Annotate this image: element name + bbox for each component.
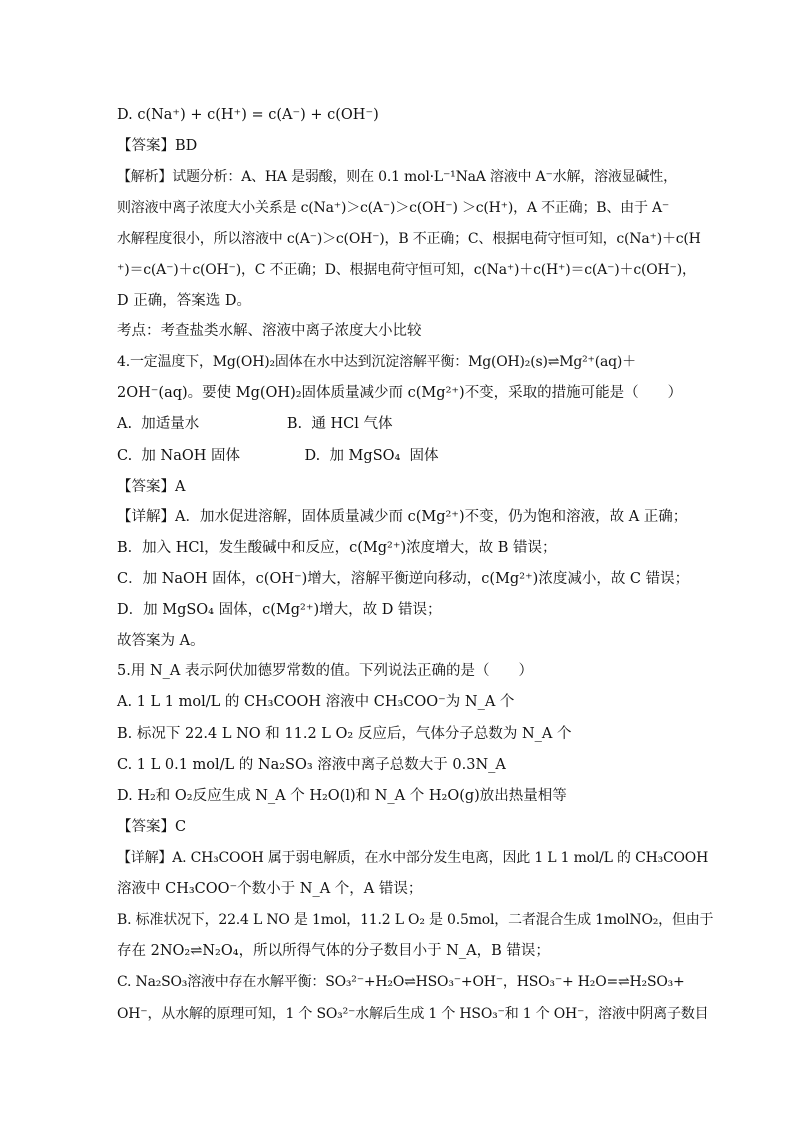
analysis-line: D 正确，答案选 D。 (117, 293, 251, 309)
analysis-line: 水解程度很小，所以溶液中 c(A⁻)＞c(OH⁻)，B 不正确；C、根据电荷守恒可知，c(Na⁺)＋c(H (117, 231, 701, 247)
question-5-option-b: B. 标况下 22.4 L NO 和 11.2 L O₂ 反应后，气体分子总数为 N_A 个 (117, 726, 572, 742)
explanation-line: 溶液中 CH₃COO⁻个数小于 N_A 个，A 错误； (117, 881, 423, 897)
explanation-line: B. 标准状况下，22.4 L NO 是 1mol，11.2 L O₂ 是 0.5mol，二者混合生成 1molNO₂，但由于 (117, 912, 714, 928)
question-5-option-c: C. 1 L 0.1 mol/L 的 Na₂SO₃ 溶液中离子总数大于 0.3N_A (117, 757, 506, 773)
question-5-stem: 5.用 N_A 表示阿伏加德罗常数的值。下列说法正确的是（ ） (117, 663, 533, 679)
answer-label: 【答案】A (117, 479, 186, 495)
question-4-options-ab: A. 加适量水 B. 通 HCl 气体 (117, 416, 393, 432)
question-5-option-d: D. H₂和 O₂反应生成 N_A 个 H₂O(l)和 N_A 个 H₂O(g)放出热量相等 (117, 788, 567, 804)
explanation-line: C．加 NaOH 固体，c(OH⁻)增大，溶解平衡逆向移动，c(Mg²⁺)浓度减小，故 C 错误； (117, 571, 690, 587)
explanation-line: C. Na₂SO₃溶液中存在水解平衡：SO₃²⁻+H₂O⇌HSO₃⁻+OH⁻，HSO₃⁻+ H₂O=⇌H₂SO₃+ (117, 974, 685, 990)
question-5-option-a: A. 1 L 1 mol/L 的 CH₃COOH 溶液中 CH₃COO⁻为 N_A 个 (117, 694, 515, 710)
explanation-line: B．加入 HCl，发生酸碱中和反应，c(Mg²⁺)浓度增大，故 B 错误； (117, 540, 557, 556)
question-4-stem: 2OH⁻(aq)。要使 Mg(OH)₂固体质量减少而 c(Mg²⁺)不变，采取的措施可能是（ ） (117, 385, 683, 401)
question-4-options-cd: C. 加 NaOH 固体 D. 加 MgSO₄ 固体 (117, 448, 439, 464)
explanation-line: 【详解】A. CH₃COOH 属于弱电解质，在水中部分发生电离，因此 1 L 1 mol/L 的 CH₃COOH (117, 850, 709, 866)
explanation-line: OH⁻，从水解的原理可知，1 个 SO₃²⁻水解后生成 1 个 HSO₃⁻和 1 个 OH⁻，溶液中阴离子数目 (117, 1006, 709, 1022)
explanation-line: 故答案为 A。 (117, 633, 205, 649)
topic-note: 考点：考查盐类水解、溶液中离子浓度大小比较 (117, 323, 422, 339)
option-d-line: D. c(Na⁺) + c(H⁺) = c(A⁻) + c(OH⁻) (117, 107, 379, 123)
explanation-line: D．加 MgSO₄ 固体，c(Mg²⁺)增大，故 D 错误； (117, 602, 442, 618)
answer-label: 【答案】BD (117, 138, 198, 154)
analysis-line: ⁺)＝c(A⁻)＋c(OH⁻)，C 不正确；D、根据电荷守恒可知，c(Na⁺)＋c(H⁺)＝c(A⁻)＋c(OH⁻)， (117, 262, 696, 278)
answer-label: 【答案】C (117, 819, 187, 835)
explanation-line: 【详解】A．加水促进溶解，固体质量减少而 c(Mg²⁺)不变，仍为饱和溶液，故 A 正确； (117, 509, 688, 525)
explanation-line: 存在 2NO₂⇌N₂O₄，所以所得气体的分子数目小于 N_A，B 错误； (117, 943, 550, 959)
analysis-line: 【解析】试题分析：A、HA 是弱酸，则在 0.1 mol·L⁻¹NaA 溶液中 A⁻水解，溶液显碱性， (117, 169, 677, 185)
question-4-stem: 4.一定温度下，Mg(OH)₂固体在水中达到沉淀溶解平衡：Mg(OH)₂(s)⇌Mg²⁺(aq)＋ (117, 354, 636, 370)
analysis-line: 则溶液中离子浓度大小关系是 c(Na⁺)＞c(A⁻)＞c(OH⁻) ＞c(H⁺)，A 不正确；B、由于 A⁻ (117, 200, 670, 216)
